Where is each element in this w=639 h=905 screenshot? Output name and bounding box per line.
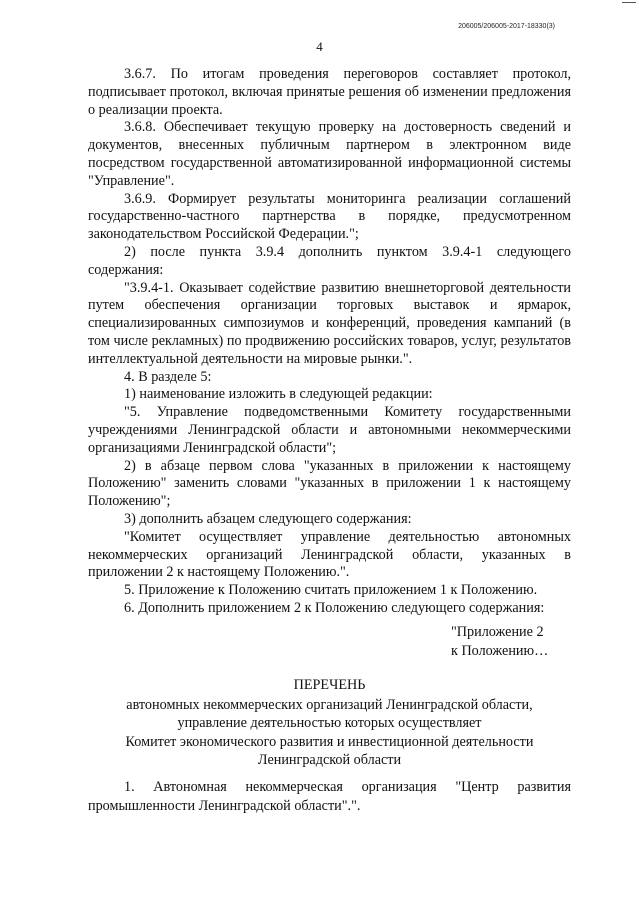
paragraph-3-6-7: 3.6.7. По итогам проведения переговоров составляет протокол, подписывает протокол, включая принятые решения об изменении предложения о реализации проекта.: [88, 66, 571, 118]
organization-list: [88, 778, 571, 816]
paragraph-3-6-9: 3.6.9. Формирует результаты мониторинга реализации соглашений государственно-частного партнерства в порядке, предусмотренном законодательством Российской Федерации.";: [88, 190, 571, 243]
page-number: 4: [316, 39, 323, 54]
scan-corner-mark: [622, 2, 636, 3]
list-item: 1. Автономная некоммерческая организация "Центр развития промышленности Ленинградской области".".: [88, 779, 571, 814]
appendix-ref-line-1: "Приложение 2: [451, 624, 544, 640]
appendix-ref-line-2: к Положению…: [451, 643, 549, 659]
paragraph-quoted-committee: "Комитет осуществляет управление деятельностью автономных некоммерческих организаций Ленинградской области, указанных в приложении 2 к настоящему Положению.".: [88, 528, 571, 581]
paragraph-sub-2: 2) в абзаце первом слова "указанных в приложении к настоящему Положению" заменить словами "указанных в приложении 1 к настоящему Положению";: [88, 457, 571, 510]
heading-title: ПЕРЕЧЕНЬ: [293, 677, 366, 693]
heading-line: Ленинградской области: [257, 752, 402, 768]
paragraph-quoted-title: "5. Управление подведомственными Комитету государственными учреждениями Ленинградской области и автономными некоммерческими организациями Ленинградской области";: [88, 404, 571, 456]
heading-line: Комитет экономического развития и инвестиционной деятельности: [125, 733, 534, 750]
document-id: 206005/206005-2017-18330(3): [458, 23, 555, 30]
paragraph-item-5: 5. Приложение к Положению считать приложением 1 к Положению.: [124, 582, 538, 599]
list-heading: [88, 676, 571, 770]
paragraph-3-6-8: 3.6.8. Обеспечивает текущую проверку на достоверность сведений и документов, внесенных публичным партнером в электронном виде посредством государственной автоматизированной информационной системы "Управление".: [88, 119, 571, 189]
appendix-reference: [451, 623, 581, 661]
paragraph-3-9-4-1: "3.9.4-1. Оказывает содействие развитию внешнеторговой деятельности путем обеспечения организации торговых выставок и ярмарок, специализированных симпозиумов и конференций, проведения кампаний (в том числе рекламных) по продвижению российских товаров, услуг, результатов интеллектуальной деятельности на мировые рынки.".: [88, 279, 571, 367]
heading-line: автономных некоммерческих организаций Ленинградской области,: [126, 696, 533, 713]
document-body: [88, 66, 571, 618]
paragraph-item-6: 6. Дополнить приложением 2 к Положению следующего содержания:: [124, 599, 545, 616]
heading-line: управление деятельностью которых осуществляет: [177, 715, 482, 731]
paragraph-item-2: 2) после пункта 3.9.4 дополнить пунктом 3.9.4-1 следующего содержания:: [88, 243, 571, 278]
paragraph-sub-1: 1) наименование изложить в следующей редакции:: [124, 386, 433, 403]
paragraph-sub-3: 3) дополнить абзацем следующего содержания:: [124, 510, 412, 527]
paragraph-section-5: 4. В разделе 5:: [124, 368, 212, 385]
